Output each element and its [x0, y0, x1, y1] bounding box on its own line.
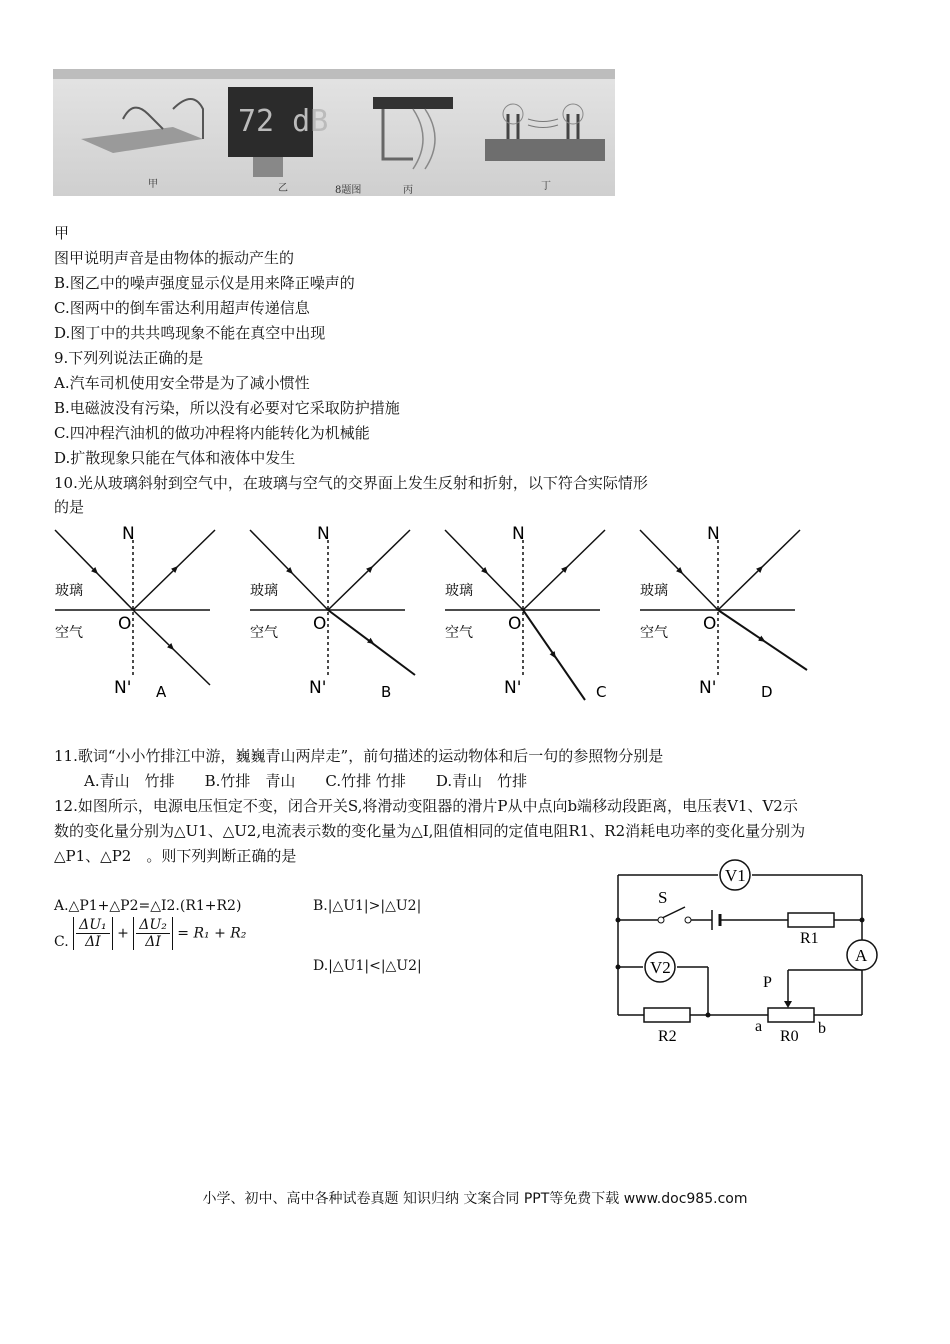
q9-option-a: A.汽车司机使用安全带是为了减小惯性 [54, 374, 310, 392]
noise-display-reading: 72 dB [238, 104, 329, 139]
q12-option-a: A.△P1+△P2=△I2.(R1+R2) [54, 898, 242, 914]
q10-b-label-glass: 玻璃 [250, 583, 278, 599]
q8-option-b: B.图乙中的噪声强度显示仪是用来降正噪声的 [54, 274, 355, 292]
q10-d-label-n: N [707, 524, 720, 544]
q10-c-label-air: 空气 [445, 625, 473, 641]
q10-b-label-air: 空气 [250, 625, 278, 641]
q9-option-b: B.电磁波没有污染，所以没有必要对它采取防护措施 [54, 399, 400, 417]
q12-option-d: D.|△U1|<|△U2| [313, 958, 422, 974]
q9-option-d: D.扩散现象只能在气体和液体中发生 [54, 449, 296, 467]
circuit-r2-label: R2 [658, 1028, 677, 1045]
q10-a-label-glass: 玻璃 [55, 583, 83, 599]
q10-a-label-o: O [118, 614, 132, 634]
circuit-switch-label: S [658, 888, 668, 907]
q10-figure-a [50, 515, 240, 705]
q10-figure-b [245, 515, 435, 705]
q12-option-c-prefix: C. [54, 934, 69, 950]
q12-option-b: B.|△U1|>|△U2| [313, 898, 422, 914]
q8-option-d: D.图丁中的共共鸣现象不能在真空中出现 [54, 324, 326, 342]
circuit-p-label: P [763, 974, 772, 991]
circuit-r1-label: R1 [800, 930, 819, 947]
q10-c-label-o: O [508, 614, 522, 634]
q10-d-label-n-prime: N' [699, 678, 717, 698]
circuit-v1-label: V1 [725, 866, 746, 885]
q8-option-a: 图甲说明声音是由物体的振动产生的 [54, 249, 295, 267]
q10-a-label-air: 空气 [55, 625, 83, 641]
q10-b-letter: B [381, 683, 392, 701]
photo-label-bing: 丙 [403, 185, 413, 196]
circuit-r0-label: R0 [780, 1028, 799, 1045]
q12-stem-line3: △P1、△P2 。则下列判断正确的是 [54, 847, 297, 865]
photo-label-ding: 丁 [541, 181, 551, 192]
q10-c-label-n-prime: N' [504, 678, 522, 698]
circuit-a-label: a [755, 1018, 763, 1035]
q10-c-letter: C [596, 683, 607, 701]
q10-d-label-o: O [703, 614, 717, 634]
q10-b-label-n-prime: N' [309, 678, 327, 698]
q10-stem-line1: 10.光从玻璃斜射到空气中，在玻璃与空气的交界面上发生反射和折射，以下符合实际情形 [54, 474, 648, 492]
q10-a-letter: A [156, 683, 167, 701]
q10-a-label-n-prime: N' [114, 678, 132, 698]
q10-d-label-glass: 玻璃 [640, 583, 668, 599]
q10-b-label-n: N [317, 524, 330, 544]
photo-label-yi: 乙 [278, 183, 288, 194]
q11-stem: 11.歌词“小小竹排江中游，巍巍青山两岸走”，前句描述的运动物体和后一句的参照物分别是 [54, 747, 664, 765]
q12-stem-line2: 数的变化量分别为△U1、△U2,电流表示数的变化量为△I,阻值相同的定值电阻R1、R2消耗电功率的变化量分别为 [54, 822, 806, 840]
q12-stem-line1: 12.如图所示，电源电压恒定不变，闭合开关S,将滑动变阻器的滑片P从中点向b端移动段距离，电压表V1、V2示 [54, 797, 798, 815]
circuit-b-label: b [818, 1020, 826, 1037]
q10-stem-line2: 的是 [54, 498, 85, 516]
q10-c-label-glass: 玻璃 [445, 583, 473, 599]
q12-option-c-rhs: = R₁ + R₂ [177, 925, 247, 942]
q12-option-c-den2: ΔI [145, 934, 161, 950]
q8-option-c: C.图两中的倒车雷达利用超声传递信息 [54, 299, 310, 317]
q12-option-c-num1: ΔU₁ [76, 917, 110, 934]
q10-a-label-n: N [122, 524, 135, 544]
page-footer: 小学、初中、高中各种试卷真题 知识归纳 文案合同 PPT等免费下载 www.doc985.com [202, 1191, 748, 1207]
q8-photo [53, 69, 615, 196]
q8-photo-drawing [53, 69, 615, 196]
circuit-ammeter-label: A [855, 946, 868, 965]
q8-lead: 甲 [54, 224, 70, 242]
q10-d-label-air: 空气 [640, 625, 668, 641]
q10-figure-d [635, 515, 825, 705]
q12-circuit [600, 855, 890, 1055]
q10-d-letter: D [761, 683, 773, 701]
q10-b-label-o: O [313, 614, 327, 634]
circuit-v2-label: V2 [650, 958, 671, 977]
q9-stem: 9.下列列说法正确的是 [54, 349, 204, 367]
q11-options: A.青山 竹排 B.竹排 青山 C.竹排 竹排 D.青山 竹排 [84, 772, 528, 790]
q12-option-c: C. $\frac{\text{ΔU₁}}{\Delta I}$ + $\frac{\text{ΔU₂}}{\Delta I}$ = R₁ + R₂ [54, 917, 247, 950]
q9-option-c: C.四冲程汽油机的做功冲程将内能转化为机械能 [54, 424, 370, 442]
q12-option-c-den1: ΔI [85, 934, 101, 950]
q12-option-c-num2: ΔU₂ [136, 917, 170, 934]
q10-c-label-n: N [512, 524, 525, 544]
photo-caption: 8题图 [335, 185, 362, 196]
q10-figure-c [440, 515, 630, 705]
photo-label-jia: 甲 [148, 179, 158, 190]
